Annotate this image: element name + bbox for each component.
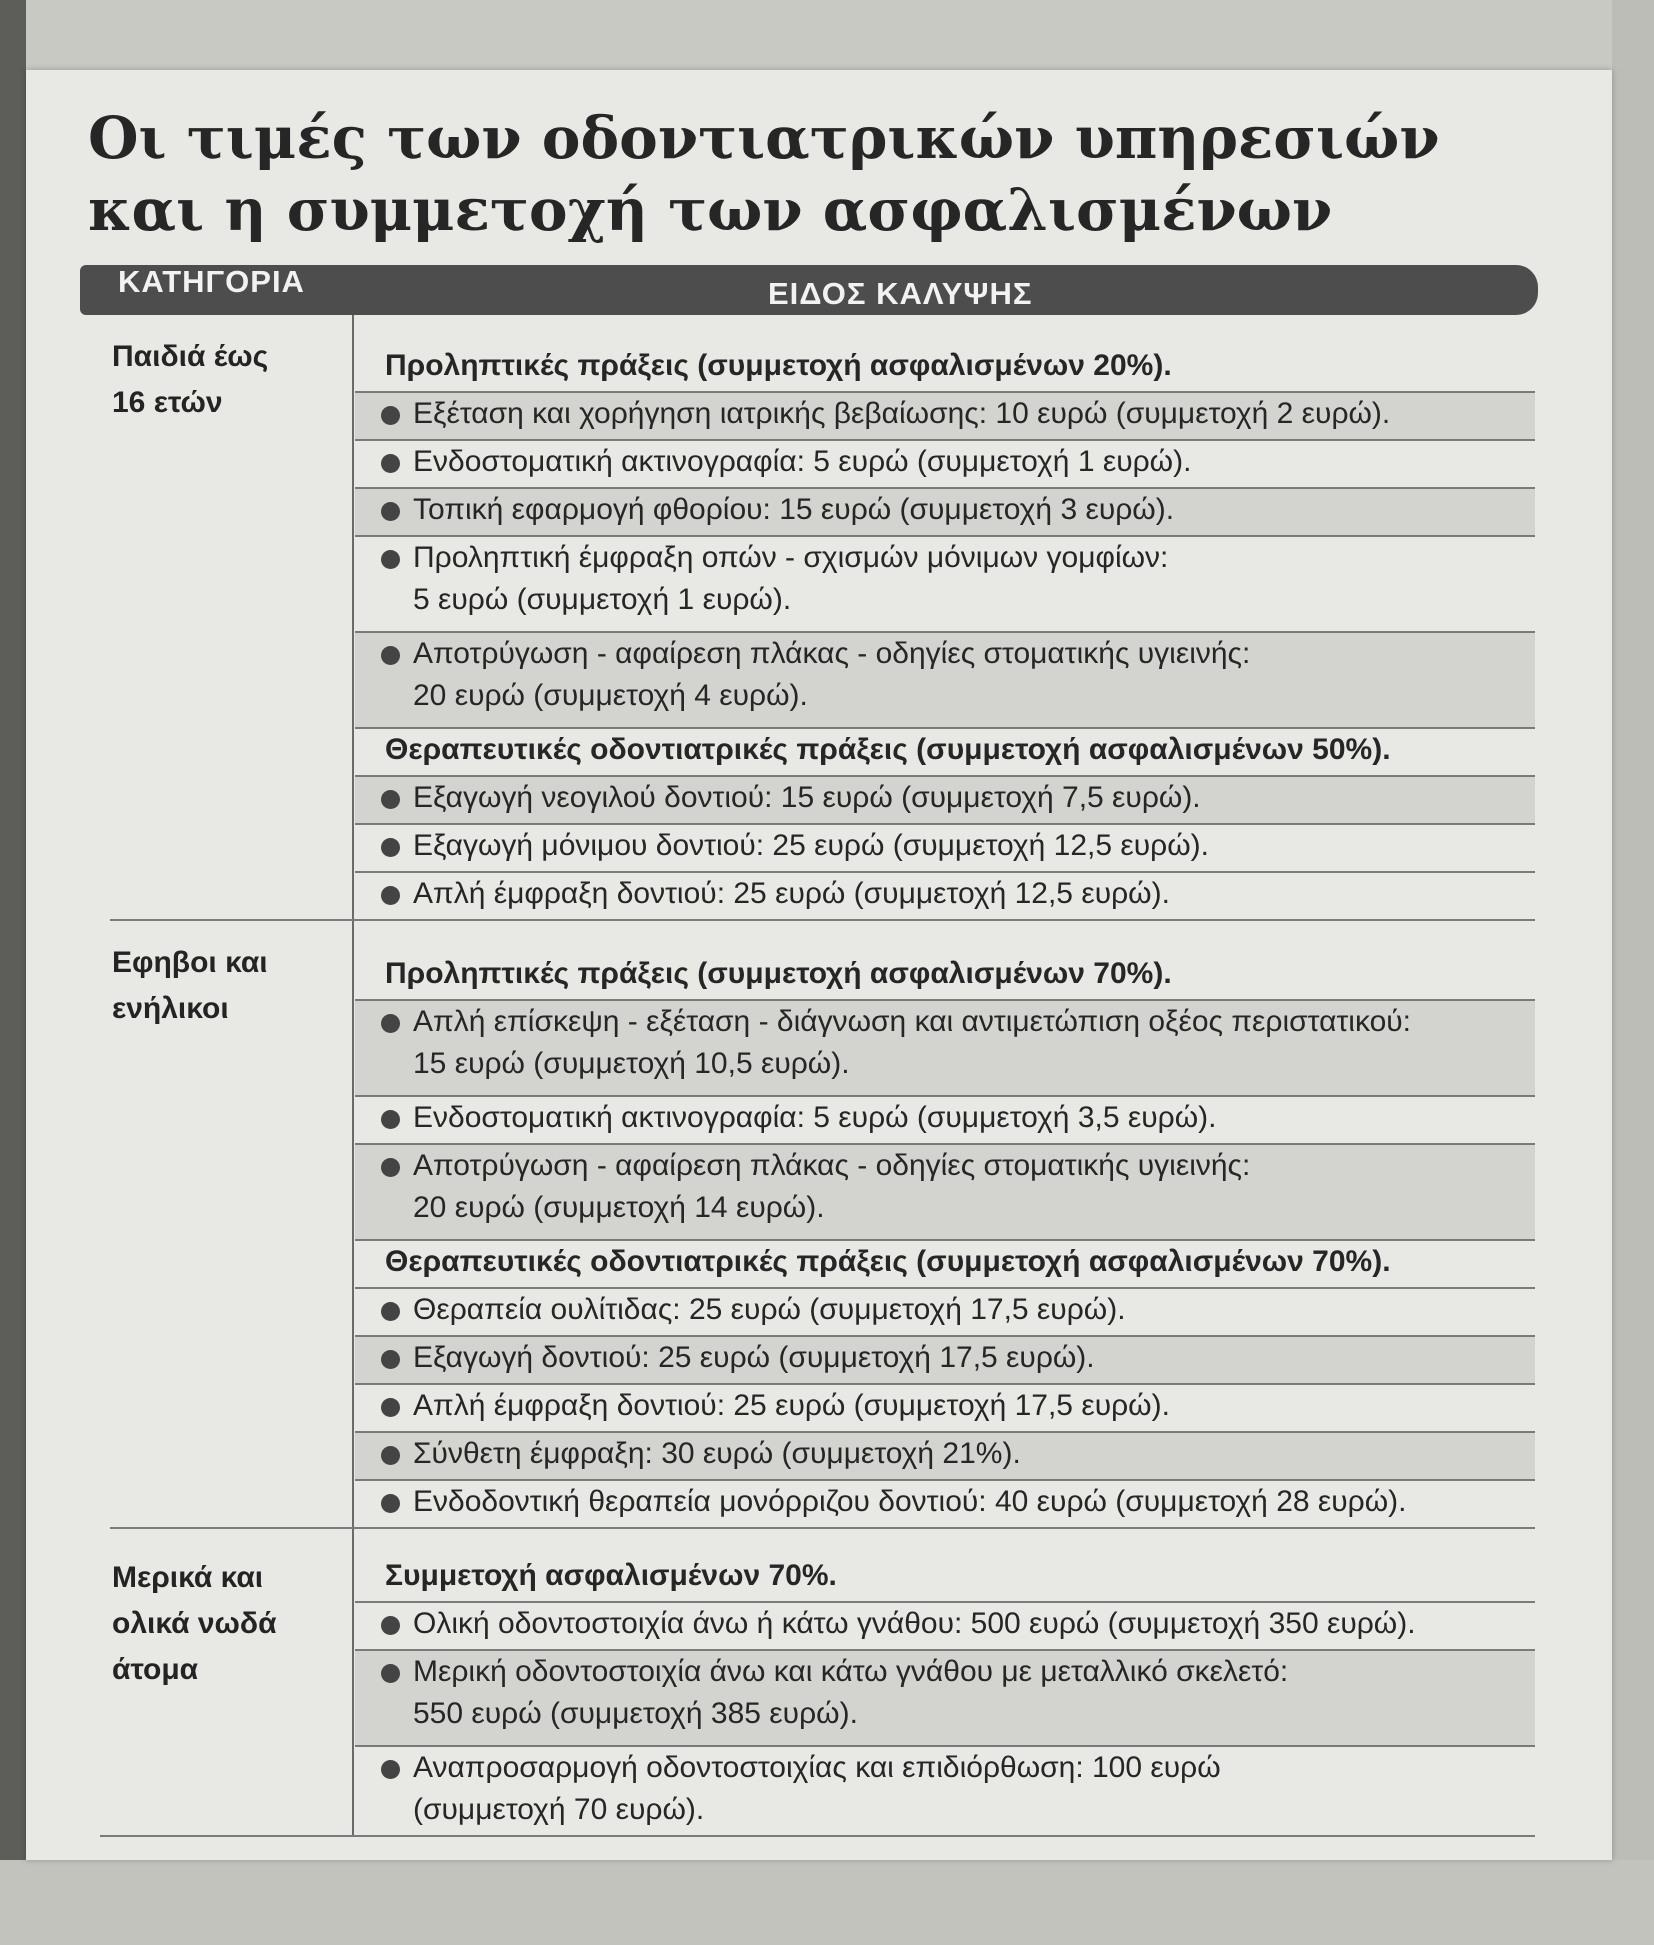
item-text: Ολική οδοντοστοιχία άνω ή κάτω γνάθου: 500 ευρώ (συμμετοχή 350 ευρώ). (413, 1607, 1416, 1640)
title-line-2: και η συμμετοχή των ασφαλισμένων (88, 176, 1333, 244)
category-label-line: Μερικά και (112, 1561, 264, 1594)
item-text: Μερική οδοντοστοιχία άνω και κάτω γνάθου με μεταλλικό σκελετό: (413, 1655, 1289, 1688)
list-item (355, 825, 1535, 873)
list-item (355, 1097, 1535, 1145)
bullet-icon (381, 790, 400, 809)
category-label-line: άτομα (112, 1653, 199, 1686)
list-item (355, 441, 1535, 489)
header-coverage: ΕΙΔΟΣ ΚΑΛΥΨΗΣ (768, 276, 1033, 311)
item-text: Ενδοδοντική θεραπεία μονόρριζου δοντιού: 40 ευρώ (συμμετοχή 28 ευρώ). (413, 1485, 1407, 1518)
bullet-icon (381, 1664, 400, 1683)
background-right (1612, 0, 1654, 1945)
category-label-children (112, 334, 342, 426)
bullet-icon (381, 1110, 400, 1129)
title-line-1: Οι τιμές των οδοντιατρικών υπηρεσιών (88, 104, 1440, 172)
section-heading-text: Προληπτικές πράξεις (συμμετοχή ασφαλισμένων 70%). (385, 957, 1172, 990)
list-item (355, 1001, 1535, 1097)
bullet-icon (381, 550, 400, 569)
list-item (355, 777, 1535, 825)
item-text: (συμμετοχή 70 ευρώ). (413, 1793, 705, 1826)
list-item (355, 489, 1535, 537)
list-item (355, 1481, 1535, 1529)
list-item (355, 1289, 1535, 1337)
item-text: Εξέταση και χορήγηση ιατρικής βεβαίωσης: 10 ευρώ (συμμετοχή 2 ευρώ). (413, 397, 1391, 430)
item-text: 5 ευρώ (συμμετοχή 1 ευρώ). (413, 583, 792, 616)
item-text: Εξαγωγή δοντιού: 25 ευρώ (συμμετοχή 17,5 ευρώ). (413, 1341, 1095, 1374)
list-item (355, 537, 1535, 633)
background-bottom (0, 1860, 1654, 1945)
list-item (355, 1747, 1535, 1837)
item-text: Εξαγωγή νεογιλού δοντιού: 15 ευρώ (συμμετοχή 7,5 ευρώ). (413, 781, 1201, 814)
item-text: 15 ευρώ (συμμετοχή 10,5 ευρώ). (413, 1047, 850, 1080)
bullet-icon (381, 838, 400, 857)
category-label-line: Εφηβοι και (112, 946, 268, 979)
section-heading (355, 729, 1535, 777)
item-text: Ενδοστοματική ακτινογραφία: 5 ευρώ (συμμετοχή 3,5 ευρώ). (413, 1101, 1217, 1134)
item-text: Προληπτική έμφραξη οπών - σχισμών μόνιμων γομφίων: (413, 541, 1169, 574)
section-heading-text: Προληπτικές πράξεις (συμμετοχή ασφαλισμένων 20%). (385, 349, 1172, 382)
item-text: Απλή επίσκεψη - εξέταση - διάγνωση και αντιμετώπιση οξέος περιστατικού: (413, 1005, 1412, 1038)
section-heading (355, 1241, 1535, 1289)
category-separator (110, 919, 1535, 921)
bullet-icon (381, 1158, 400, 1177)
category-label-adults (112, 940, 342, 1032)
bullet-icon (381, 1616, 400, 1635)
bullet-icon (381, 454, 400, 473)
bullet-icon (381, 886, 400, 905)
item-text: Ενδοστοματική ακτινογραφία: 5 ευρώ (συμμετοχή 1 ευρώ). (413, 445, 1192, 478)
header-category: ΚΑΤΗΓΟΡΙΑ (118, 264, 305, 299)
section-heading-text: Θεραπευτικές οδοντιατρικές πράξεις (συμμετοχή ασφαλισμένων 70%). (385, 1245, 1391, 1278)
bullet-icon (381, 1494, 400, 1513)
category-label-line: ολικά νωδά (112, 1607, 277, 1640)
article-title (88, 102, 1568, 246)
background-left (0, 0, 26, 1945)
item-text: Αποτρύγωση - αφαίρεση πλάκας - οδηγίες στοματικής υγιεινής: (413, 637, 1251, 670)
bullet-icon (381, 1760, 400, 1779)
item-text: Θεραπεία ουλίτιδας: 25 ευρώ (συμμετοχή 17,5 ευρώ). (413, 1293, 1126, 1326)
item-text: Αναπροσαρμογή οδοντοστοιχίας και επιδιόρθωση: 100 ευρώ (413, 1751, 1221, 1784)
section-heading (355, 345, 1535, 393)
table-bottom-border (100, 1835, 1535, 1837)
list-item (355, 633, 1535, 729)
item-text: Αποτρύγωση - αφαίρεση πλάκας - οδηγίες στοματικής υγιεινής: (413, 1149, 1251, 1182)
item-text: Εξαγωγή μόνιμου δοντιού: 25 ευρώ (συμμετοχή 12,5 ευρώ). (413, 829, 1209, 862)
category-label-line: Παιδιά έως (112, 340, 269, 373)
bullet-icon (381, 1302, 400, 1321)
list-item (355, 1385, 1535, 1433)
item-text: Σύνθετη έμφραξη: 30 ευρώ (συμμετοχή 21%). (413, 1437, 1021, 1470)
item-text: 20 ευρώ (συμμετοχή 4 ευρώ). (413, 679, 808, 712)
item-text: Απλή έμφραξη δοντιού: 25 ευρώ (συμμετοχή 12,5 ευρώ). (413, 877, 1170, 910)
item-text: 20 ευρώ (συμμετοχή 14 ευρώ). (413, 1191, 825, 1224)
section-heading (355, 1555, 1535, 1603)
list-item (355, 1651, 1535, 1747)
list-item (355, 1145, 1535, 1241)
category-label-edentulous (112, 1555, 342, 1693)
bullet-icon (381, 502, 400, 521)
category-label-line: 16 ετών (112, 386, 223, 419)
section-heading (355, 953, 1535, 1001)
list-item (355, 393, 1535, 441)
bullet-icon (381, 1350, 400, 1369)
section-heading-text: Θεραπευτικές οδοντιατρικές πράξεις (συμμετοχή ασφαλισμένων 50%). (385, 733, 1391, 766)
category-separator (110, 1527, 1535, 1529)
list-item (355, 1603, 1535, 1651)
bullet-icon (381, 1446, 400, 1465)
column-divider (352, 315, 354, 1837)
section-heading-text: Συμμετοχή ασφαλισμένων 70%. (385, 1559, 837, 1592)
item-text: Απλή έμφραξη δοντιού: 25 ευρώ (συμμετοχή 17,5 ευρώ). (413, 1389, 1170, 1422)
bullet-icon (381, 1398, 400, 1417)
item-text: Τοπική εφαρμογή φθορίου: 15 ευρώ (συμμετοχή 3 ευρώ). (413, 493, 1175, 526)
list-item (355, 1433, 1535, 1481)
item-text: 550 ευρώ (συμμετοχή 385 ευρώ). (413, 1697, 858, 1730)
list-item (355, 873, 1535, 921)
category-label-line: ενήλικοι (112, 992, 229, 1025)
list-item (355, 1337, 1535, 1385)
bullet-icon (381, 646, 400, 665)
bullet-icon (381, 406, 400, 425)
bullet-icon (381, 1014, 400, 1033)
